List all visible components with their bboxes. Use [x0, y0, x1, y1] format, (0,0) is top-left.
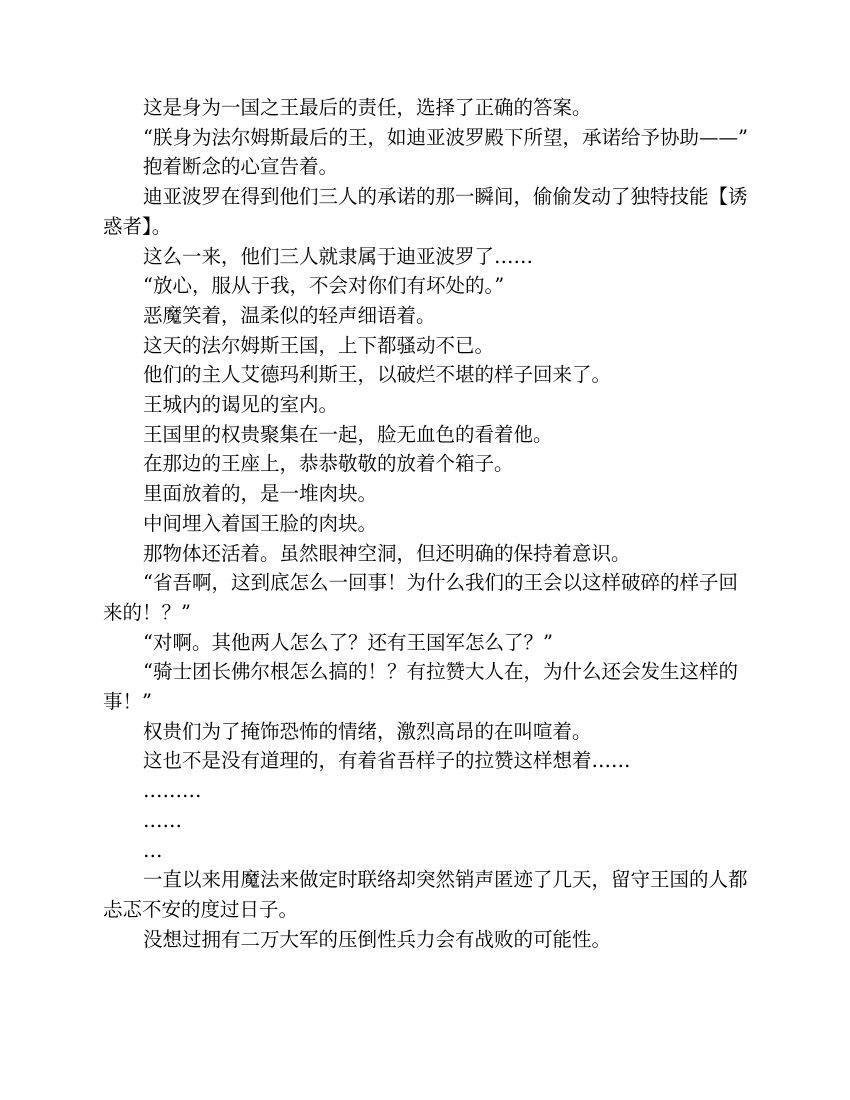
paragraph: ……: [143, 808, 182, 832]
paragraph: 那物体还活着。虽然眼神空洞，但还明确的保持着意识。: [143, 541, 631, 565]
paragraph: “朕身为法尔姆斯最后的王，如迪亚波罗殿下所望，承诺给予协助——”: [143, 125, 748, 149]
paragraph: 这天的法尔姆斯王国，上下都骚动不已。: [143, 333, 495, 357]
paragraph: 权贵们为了掩饰恐怖的情绪，激烈高昂的在叫喧着。: [143, 719, 592, 743]
paragraph: 王国里的权贵聚集在一起，脸无血色的看着他。: [143, 422, 553, 446]
paragraph: ………: [143, 779, 202, 803]
paragraph: 他们的主人艾德玛利斯王，以破烂不堪的样子回来了。: [143, 363, 612, 387]
paragraph: 里面放着的，是一堆肉块。: [143, 482, 378, 506]
paragraph: 这也不是没有道理的，有着省吾样子的拉赞这样想着……: [143, 749, 631, 773]
paragraph: 迪亚波罗在得到他们三人的承诺的那一瞬间，偷偷发动了独特技能【诱惑者】。: [103, 185, 748, 238]
paragraph: “骑士团长佛尔根怎么搞的！？有拉赞大人在，为什么还会发生这样的事！”: [103, 660, 738, 714]
paragraph: 没想过拥有二万大军的压倒性兵力会有战败的可能性。: [143, 927, 612, 951]
body-text: [103, 93, 753, 954]
paragraph: 一直以来用魔法来做定时联络却突然销声匿迹了几天，留守王国的人都忐忑不安的度过日子。: [103, 868, 748, 921]
paragraph: 这么一来，他们三人就隶属于迪亚波罗了……: [143, 244, 534, 268]
paragraph: 王城内的谒见的室内。: [143, 393, 339, 417]
paragraph: “省吾啊，这到底怎么一回事！为什么我们的王会以这样破碎的样子回来的！？”: [103, 571, 738, 624]
paragraph: “放心，服从于我，不会对你们有坏处的。”: [143, 274, 505, 298]
paragraph: …: [143, 838, 163, 862]
paragraph: “对啊。其他两人怎么了？还有王国军怎么了？”: [143, 630, 553, 654]
paragraph: 这是身为一国之王最后的责任，选择了正确的答案。: [143, 96, 592, 119]
paragraph: 恶魔笑着，温柔似的轻声细语着。: [143, 303, 436, 327]
paragraph: 在那边的王座上，恭恭敬敬的放着个箱子。: [143, 452, 514, 476]
paragraph: 抱着断念的心宣告着。: [143, 155, 339, 179]
paragraph: 中间埋入着国王脸的肉块。: [143, 511, 378, 535]
